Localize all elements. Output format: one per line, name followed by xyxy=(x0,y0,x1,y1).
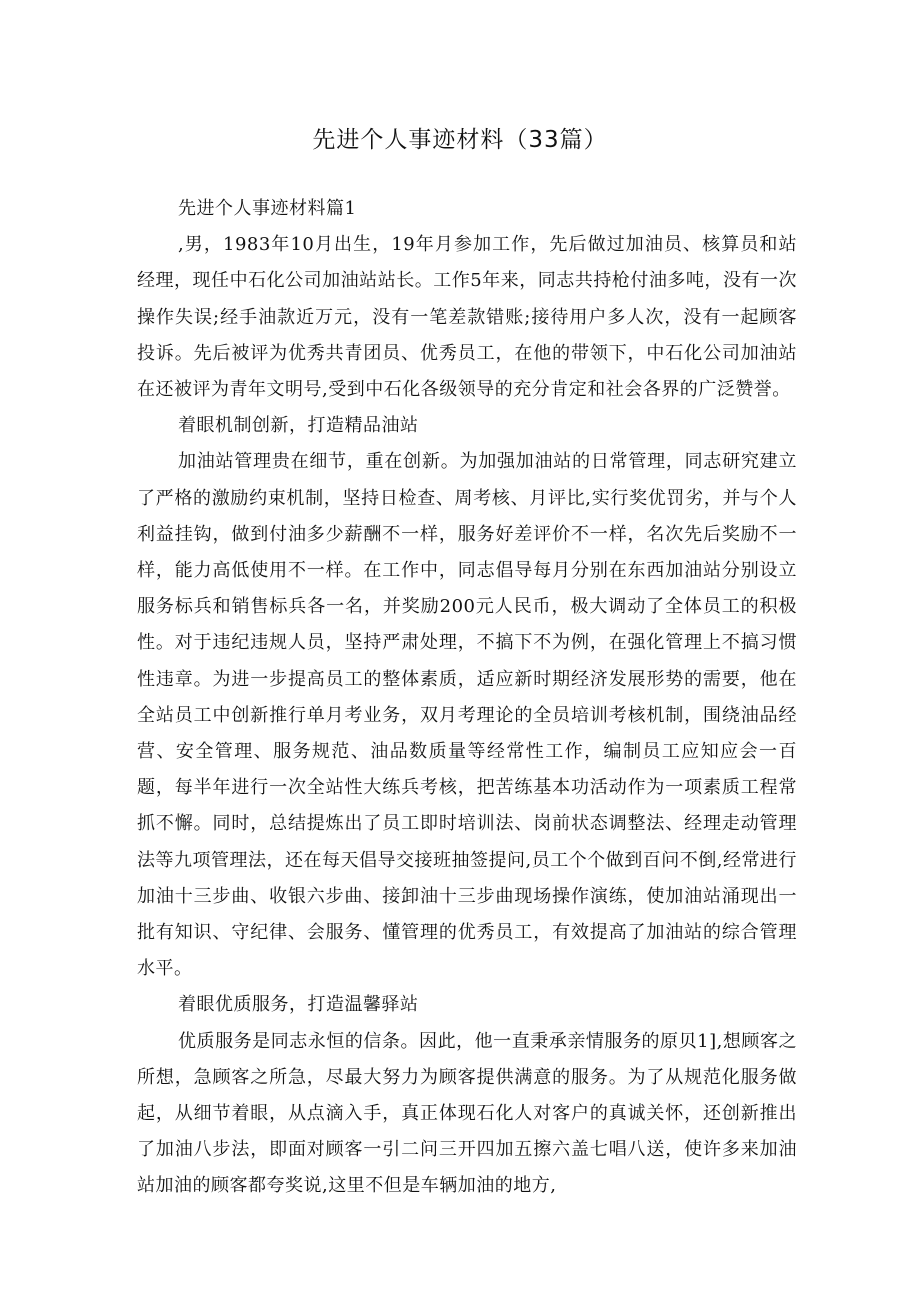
paragraph-service: 优质服务是同志永恒的信条。因此，他一直秉承亲情服务的原贝1],想顾客之所想，急顾客之所急，尽最大努力为顾客提供满意的服务。为了从规范化服务做起，从细节着眼，从点滴入手，真正体现石化人对客户的真诚关怀，还创新推出了加油八步法，即面对顾客一引二问三开四加五擦六盖七唱八送，使许多来加油站加油的顾客都夸奖说,这里不但是车辆加油的地方, xyxy=(137,1030,797,1197)
section-heading: 着眼机制创新，打造精品油站 xyxy=(178,415,419,437)
paragraph-management: 加油站管理贵在细节，重在创新。为加强加油站的日常管理，同志研究建立了严格的激励约束机制，坚持日检查、周考核、月评比,实行奖优罚劣，并与个人利益挂钩，做到付油多少薪酬不一样，服务好差评价不一样，名次先后奖励不一样，能力高低使用不一样。在工作中，同志倡导每月分别在东西加油站分别设立服务标兵和销售标兵各一名，并奖励200元人民币，极大调动了全体员工的积极性。对于违纪违规人员，坚持严肃处理，不搞下不为例，在强化管理上不搞习惯性违章。为进一步提高员工的整体素质，适应新时期经济发展形势的需要，他在全站员工中创新推行单月考业务，双月考理论的全员培训考核机制，围绕油品经营、安全管理、服务规范、油品数质量等经常性工作，编制员工应知应会一百题，每半年进行一次全站性大练兵考核，把苦练基本功活动作为一项素质工程常抓不懈。同时，总结提炼出了员工即时培训法、岗前状态调整法、经理走动管理法等九项管理法，还在每天倡导交接班抽签提问,员工个个做到百问不倒,经常进行加油十三步曲、收银六步曲、接卸油十三步曲现场操作演练，使加油站涌现出一批有知识、守纪律、会服务、懂管理的优秀员工，有效提高了加油站的综合管理水平。 xyxy=(137,451,797,980)
section-heading: 先进个人事迹材料篇1 xyxy=(178,198,357,219)
document-body xyxy=(137,191,797,1205)
paragraph-intro: ,男，1983年10月出生，19年月参加工作，先后做过加油员、核算员和站经理，现任中石化公司加油站站长。工作5年来，同志共持枪付油多吨，没有一次操作失误;经手油款近万元，没有一笔差款错账;接待用户多人次，没有一起顾客投诉。先后被评为优秀共青团员、优秀员工，在他的带领下，中石化公司加油站在还被评为青年文明号,受到中石化各级领导的充分肯定和社会各界的广泛赞誉。 xyxy=(137,234,797,401)
section-heading: 着眼优质服务，打造温馨驿站 xyxy=(178,994,419,1016)
document-title: 先进个人事迹材料（33篇） xyxy=(312,127,608,153)
